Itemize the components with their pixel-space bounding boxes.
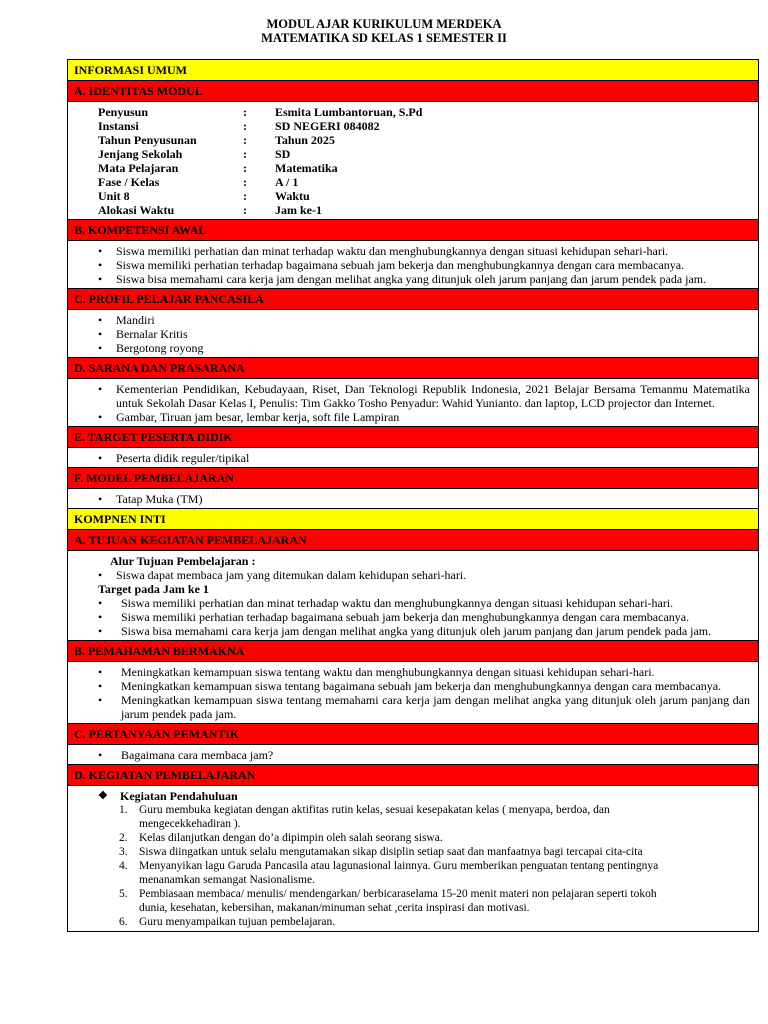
identitas-table	[98, 105, 422, 217]
kegiatan-step	[114, 831, 668, 845]
module-table	[67, 59, 759, 932]
pemahaman-item: • Meningkatkan kemampuan siswa tentang waktu dan menghubungkannya dengan situasi kehidupan sehari-hari.	[98, 665, 750, 679]
identitas-key: Instansi	[98, 119, 139, 133]
profil-item: • Mandiri	[98, 313, 750, 327]
target-jam-item: • Siswa bisa memahami cara kerja jam dengan melihat angka yang ditunjuk oleh jarum panjang dan jarum pendek pada jam.	[98, 624, 750, 638]
step-text: Pembiasaan membaca/ menulis/ mendengarkan/ berbicaraselama 15-20 menit materi non pelajaran seperti tokoh dunia, kesehatan, kebersihan, makanan/minuman sehat ,cerita inspirasi dan motivasi.	[139, 888, 657, 914]
identitas-key: Mata Pelajaran	[98, 161, 179, 175]
identitas-row	[98, 133, 422, 147]
kompetensi-item: • Siswa memiliki perhatian terhadap bagaimana sebuah jam bekerja dan menghubungkannya dengan cara membacanya.	[98, 258, 750, 272]
identitas-row	[98, 189, 422, 203]
identitas-separator: :	[243, 161, 247, 175]
pertanyaan-heading: C. PERTANYAAN PEMANTIK	[68, 724, 758, 745]
target-jam-label: Target pada Jam ke 1	[98, 582, 209, 596]
identitas-key: Penyusun	[98, 105, 149, 119]
identitas-value: Tahun 2025	[275, 133, 335, 147]
kegiatan-section	[68, 786, 758, 931]
identitas-row	[98, 161, 422, 175]
identitas-value: A / 1	[275, 175, 299, 189]
kegiatan-steps	[114, 803, 668, 929]
target-item: • Peserta didik reguler/tipikal	[98, 451, 750, 465]
identitas-separator: :	[243, 133, 247, 147]
identitas-separator: :	[243, 189, 247, 203]
target-jam-item: • Siswa memiliki perhatian dan minat terhadap waktu dan menghubungkannya dengan situasi kehidupan sehari-hari.	[98, 596, 750, 610]
step-text: Menyanyikan lagu Garuda Pancasila atau lagunasional lainnya. Guru memberikan penguatan tentang pentingnya menanamkan semangat Nasionalisme.	[139, 860, 659, 886]
step-text: Siswa diingatkan untuk selalu mengutamakan sikap disiplin setiap saat dan manfaatnya bagi tercapai cita-cita	[139, 846, 643, 858]
pertanyaan-section	[68, 745, 758, 765]
tujuan-section	[68, 551, 758, 641]
pemahaman-item: • Meningkatkan kemampuan siswa tentang memahami cara kerja jam dengan melihat angka yang ditunjuk oleh jarum panjang dan jarum pendek pada jam.	[98, 693, 750, 721]
identitas-value: SD	[275, 147, 291, 161]
identitas-key: Tahun Penyusunan	[98, 133, 197, 147]
pertanyaan-item: • Bagaimana cara membaca jam?	[98, 748, 750, 762]
step-text: Kelas dilanjutkan dengan do’a dipimpin oleh salah seorang siswa.	[139, 832, 443, 844]
kompetensi-item: • Siswa bisa memahami cara kerja jam dengan melihat angka yang ditunjuk oleh jarum panjang dan jarum pendek pada jam.	[98, 272, 750, 286]
identitas-value: Jam ke-1	[275, 203, 322, 217]
tujuan-heading: A. TUJUAN KEGIATAN PEMBELAJARAN	[68, 530, 758, 551]
identitas-key: Jenjang Sekolah	[98, 147, 183, 161]
target-peserta-heading: E. TARGET PESERTA DIDIK	[68, 427, 758, 448]
kompetensi-awal-heading: B. KOMPETENSI AWAL	[68, 220, 758, 241]
profil-pelajar-section	[68, 310, 758, 358]
identitas-row	[98, 147, 422, 161]
kegiatan-pendahuluan-label: ❖ Kegiatan Pendahuluan	[98, 789, 668, 803]
document-title-line1: MODUL AJAR KURIKULUM MERDEKA	[266, 17, 502, 31]
informasi-umum-heading: INFORMASI UMUM	[68, 60, 758, 81]
step-number: 4.	[119, 860, 128, 872]
identitas-separator: :	[243, 105, 247, 119]
target-peserta-section	[68, 448, 758, 468]
identitas-separator: :	[243, 147, 247, 161]
kegiatan-step	[114, 915, 668, 929]
alur-item: • Siswa dapat membaca jam yang ditemukan dalam kehidupan sehari-hari.	[98, 568, 750, 582]
identitas-row	[98, 119, 422, 133]
kompetensi-item: • Siswa memiliki perhatian dan minat terhadap waktu dan menghubungkannya dengan situasi kehidupan sehari-hari.	[98, 244, 750, 258]
sarana-item: • Gambar, Tiruan jam besar, lembar kerja, soft file Lampiran	[98, 410, 750, 424]
identitas-key: Fase / Kelas	[98, 175, 160, 189]
sarana-heading: D. SARANA DAN PRASARANA	[68, 358, 758, 379]
pemahaman-section	[68, 662, 758, 724]
profil-item: • Bergotong royong	[98, 341, 750, 355]
identitas-separator: :	[243, 203, 247, 217]
identitas-separator: :	[243, 119, 247, 133]
identitas-key: Unit 8	[98, 189, 130, 203]
identitas-row	[98, 203, 422, 217]
identitas-separator: :	[243, 175, 247, 189]
identitas-value: Waktu	[275, 189, 310, 203]
identitas-modul-section	[68, 102, 758, 220]
identitas-value: Esmita Lumbantoruan, S.Pd	[275, 105, 423, 119]
identitas-row	[98, 175, 422, 189]
profil-item: • Bernalar Kritis	[98, 327, 750, 341]
pemahaman-item: • Meningkatkan kemampuan siswa tentang bagaimana sebuah jam bekerja dan menghubungkannya dengan cara membacanya.	[98, 679, 750, 693]
sarana-item: • Kementerian Pendidikan, Kebudayaan, Riset, Dan Teknologi Republik Indonesia, 2021 Belajar Bersama Temanmu Matematika untuk Sekolah Dasar Kelas I, Penulis: Tim Gakko Tosho Penyadur: Wahid Yunianto. dan laptop, LCD projector dan Internet.	[98, 382, 750, 410]
identitas-modul-heading: A. IDENTITAS MODUL	[68, 81, 758, 102]
kegiatan-step	[114, 887, 668, 915]
model-item: • Tatap Muka (TM)	[98, 492, 750, 506]
komponen-inti-heading: KOMPNEN INTI	[68, 509, 758, 530]
sarana-section	[68, 379, 758, 427]
identitas-value: Matematika	[275, 161, 338, 175]
step-text: Guru menyampaikan tujuan pembelajaran.	[139, 916, 336, 928]
alur-tujuan-label: Alur Tujuan Pembelajaran :	[110, 554, 256, 568]
kompetensi-awal-section	[68, 241, 758, 289]
kegiatan-step	[114, 803, 668, 831]
step-number: 6.	[119, 916, 128, 928]
model-pembelajaran-section	[68, 489, 758, 509]
kegiatan-step	[114, 845, 668, 859]
step-number: 2.	[119, 832, 128, 844]
model-pembelajaran-heading: F. MODEL PEMBELAJARAN	[68, 468, 758, 489]
kegiatan-heading: D. KEGIATAN PEMBELAJARAN	[68, 765, 758, 786]
step-number: 1.	[119, 804, 128, 816]
identitas-row	[98, 105, 422, 119]
step-number: 5.	[119, 888, 128, 900]
identitas-key: Alokasi Waktu	[98, 203, 175, 217]
profil-pelajar-heading: C. PROFIL PELAJAR PANCASILA	[68, 289, 758, 310]
target-jam-item: • Siswa memiliki perhatian terhadap bagaimana sebuah jam bekerja dan menghubungkannya dengan cara membacanya.	[98, 610, 750, 624]
step-text: Guru membuka kegiatan dengan aktifitas rutin kelas, sesuai kesepakatan kelas ( menyapa, berdoa, dan mengecekkehadiran ).	[139, 804, 610, 830]
document-title-line2: MATEMATIKA SD KELAS 1 SEMESTER II	[261, 31, 507, 45]
kegiatan-step	[114, 859, 668, 887]
step-number: 3.	[119, 846, 128, 858]
pemahaman-heading: B. PEMAHAMAN BERMAKNA	[68, 641, 758, 662]
identitas-value: SD NEGERI 084082	[275, 119, 380, 133]
